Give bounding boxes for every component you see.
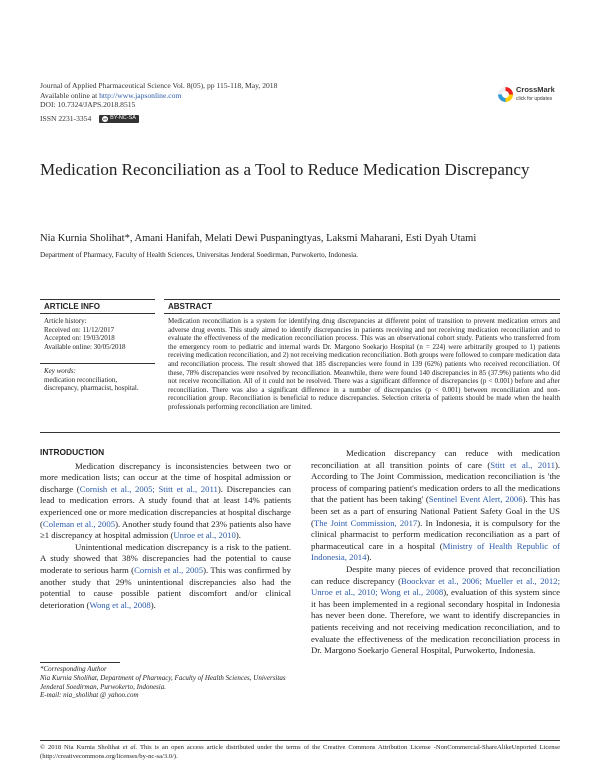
citation-link[interactable]: Wong et al., 2008: [89, 599, 151, 610]
corresponding-author: Nia Kurnia Sholihat, Department of Pharmacy, Faculty of Health Sciences, Universitas Jenderal Soedirman, Purwokerto, Indonesia.: [40, 673, 286, 691]
license-divider: [40, 740, 560, 741]
journal-header: [40, 81, 277, 123]
abstract-box: [164, 299, 560, 412]
crossmark-subtitle: click for updates: [516, 95, 553, 102]
keywords: medication reconciliation, discrepancy, pharmacist, hospital.: [44, 375, 139, 392]
citation-link[interactable]: Stitt et al., 2011: [490, 459, 555, 470]
issn: ISSN 2231-3354: [40, 113, 92, 123]
citation-link[interactable]: Unroe et al., 2010: [173, 530, 236, 541]
keywords-box: [40, 363, 155, 393]
citation-link[interactable]: Coleman et al., 2005: [42, 518, 116, 529]
keywords-label: Key words:: [44, 367, 76, 375]
journal-url-link[interactable]: http://www.japsonline.com: [99, 90, 182, 100]
article-info-heading: ARTICLE INFO: [40, 299, 155, 314]
history-label: Article history:: [44, 317, 87, 325]
cc-icon: cc: [103, 115, 108, 121]
cc-license-badge[interactable]: cc BY-NC-SA: [99, 115, 139, 123]
citation-link[interactable]: Cornish et al., 2005: [134, 564, 204, 575]
left-column: [40, 447, 291, 611]
doi: DOI: 10.7324/JAPS.2018.8515: [40, 100, 136, 109]
citation-link[interactable]: Ministry of Health Republic of Indonesia, 2014: [311, 540, 560, 563]
citation-link[interactable]: The Joint Commission, 2017: [313, 517, 418, 528]
available-date: Available online: 30/05/2018: [44, 342, 126, 351]
citation-link[interactable]: Cornish et al., 2005; Stitt et al., 2011: [79, 483, 218, 494]
corresponding-email[interactable]: E-mail: nia_sholihat @ yahoo.com: [40, 691, 139, 700]
article-info-box: [40, 299, 155, 393]
author-list: Nia Kurnia Sholihat*, Amani Hanifah, Melati Dewi Puspaningtyas, Laksmi Maharani, Esti Dyah Utami: [40, 233, 477, 244]
available-online: Available online at http://www.japsonline.com: [40, 90, 182, 100]
accepted-date: Accepted on: 19/03/2018: [44, 334, 115, 342]
crossmark-icon: [498, 87, 513, 102]
citation-link[interactable]: Sentinel Event Alert, 2006: [428, 494, 523, 505]
introduction-heading: INTRODUCTION: [40, 447, 105, 457]
crossmark-badge[interactable]: [498, 85, 578, 103]
article-title: Medication Reconciliation as a Tool to Reduce Medication Discrepancy: [40, 160, 530, 179]
received-date: Received on: 11/12/2017: [44, 325, 115, 334]
citation-link[interactable]: Boockvar et al., 2006; Mueller et al., 2012; Unroe et al., 2010; Wong et al., 2008: [311, 575, 560, 598]
issn-row: [40, 114, 277, 124]
intro-paragraph-4: Despite many pieces of evidence proved that reconciliation can reduce discrepancy (Boockvar et al., 2006; Mueller et al., 2012; Unroe et al., 2010; Wong et al., 2008), evaluation of this system since it has been implemented in a regional secondary hospital in Indonesia has never been done. Therefore, we want to identify discrepancies in patients receiving and not receiving medication reconciliation, and to evaluate the effectiveness of the medication reconciliation process in Dr. Margono Soekarjo General Hospital, Purwokerto, Indonesia.: [311, 563, 560, 656]
license-text: © 2018 Nia Kurnia Sholihat et al. This is an open access article distributed under the terms of the Creative Commons Attribution License -NonCommercial-ShareAlikeUnported License (http://creativecommons.org/licenses/by-nc-sa/3.0/).: [40, 744, 561, 760]
intro-paragraph-2: Unintentional medication discrepancy is a risk to the patient. A study showed that 38% discrepancies had the potential to cause moderate to serious harm (Cornish et al., 2005). This was confirmed by another study that 29% unintentional discrepancies also had the potential to cause possible patient discomfort and/or clinical deterioration (Wong et al., 2008).: [40, 541, 291, 610]
right-column: [311, 448, 560, 657]
footnote: [40, 665, 291, 700]
abstract-heading: ABSTRACT: [164, 299, 560, 314]
intro-paragraph-1: Medication discrepancy is inconsistencies between two or more medication lists; can occur at the time of hospital admission or discharge (Cornish et al., 2005; Stitt et al., 2011). Discrepancies can lead to medication errors. A study found that at least 14% patients experienced one or more medication discrepancies at hospital discharge (Coleman et al., 2005). Another study found that 23% patients also have ≥1 discrepancy at hospital admission (Unroe et al., 2010).: [40, 460, 292, 541]
abstract-divider: [40, 432, 560, 433]
abstract-text: Medication reconciliation is a system for identifying drug discrepancies at different point of transition to prevent medication errors and adverse drug events. This study aimed to identify discrepancies in patients receiving and not receiving medication reconciliation and to evaluate the effectiveness of the medication reconciliation process. This was an observational cohort study. Patients who transferred from the emergency room to pediatric and internal wards Dr. Margono Soekarjo Hospital (n = 224) were arbitrarily grouped to 1) patients receiving medication reconciliation, and 2) not receiving medication reconciliation. Both groups were followed to compare medication data and reconciliation process. The result showed that 185 discrepancies were found in 139 (62%) patients who received reconciliation. Of these, 78% discrepancies were resolved by reconciliation. Meanwhile, there were found 140 discrepancies in 85 (37.9%) patients who did not receive reconciliation. All of it could not be resolved. There was a significant difference of discrepancies (p < 0.001) before and after reconciliation. There was also a significant difference in a number of discrepancies (p < 0.001) between reconciliation and non-reconciliation group. Reconciliation is beneficial to reduce discrepancies. Selection criteria of patients should be made when the health professionals performing reconciliation are limited.: [168, 317, 560, 411]
intro-paragraph-3: Medication discrepancy can reduce with medication reconciliation at all transition points of care (Stitt et al., 2011). According to The Joint Commission, medication reconciliation is 'the process of comparing patient's medication orders to all the medications that the patient has been taking' (Sentinel Event Alert, 2006). This has been set as a part of ensuring National Patient Safety Goal in the US (The Joint Commission, 2017). In Indonesia, it is compulsory for the clinical pharmacist to perform medication reconciliation as a part of pharmaceutical care in a hospital (Ministry of Health Republic of Indonesia, 2014).: [311, 448, 561, 563]
corresponding-label: *Corresponding Author: [40, 665, 107, 673]
affiliation: Department of Pharmacy, Faculty of Health Sciences, Universitas Jenderal Soedirman, Purwokerto, Indonesia.: [40, 251, 359, 259]
footnote-divider: [40, 662, 120, 663]
crossmark-title: CrossMark: [516, 84, 555, 94]
journal-line: Journal of Applied Pharmaceutical Science Vol. 8(05), pp 115-118, May, 2018: [40, 81, 278, 90]
